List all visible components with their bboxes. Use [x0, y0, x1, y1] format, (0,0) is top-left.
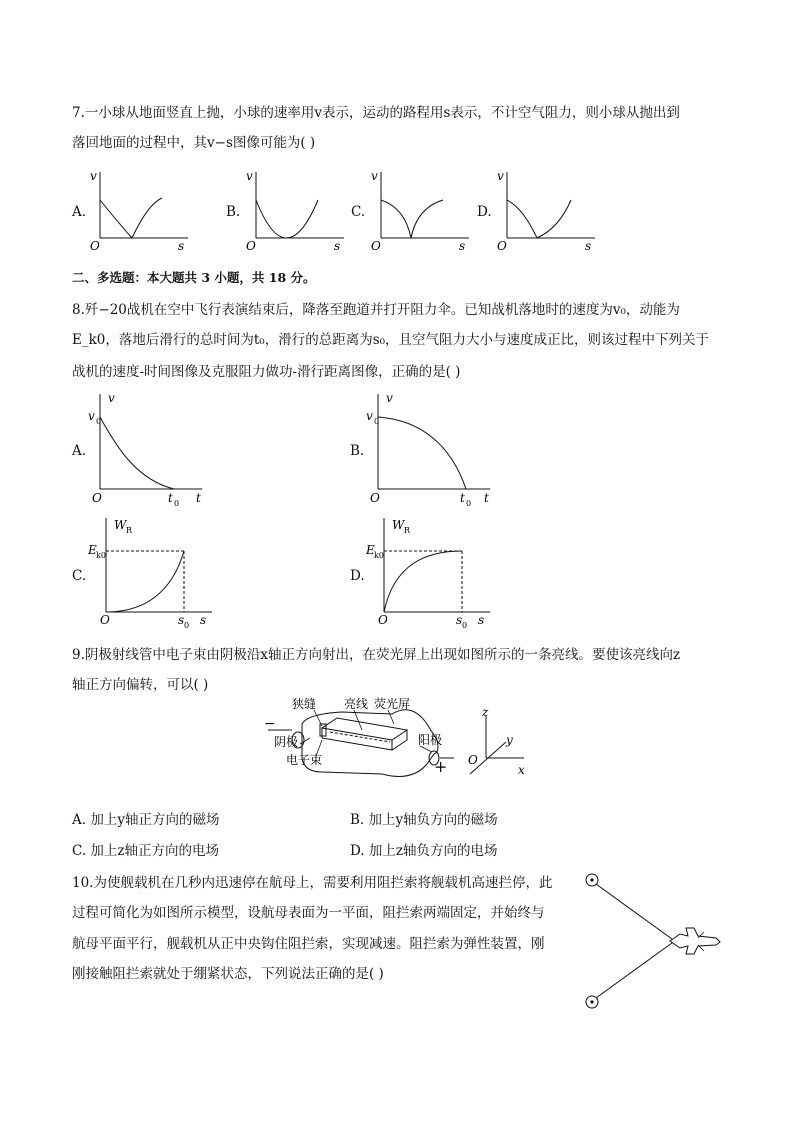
q9-option-b: B. 加上y轴负方向的磁场 — [350, 812, 498, 828]
q7-graph-c — [367, 166, 477, 252]
q7c-origin: O — [371, 239, 381, 252]
q9-minus: − — [264, 716, 276, 732]
q8c-origin: O — [100, 613, 110, 627]
q7c-v-label: v — [371, 169, 378, 183]
svg-text:0: 0 — [462, 621, 468, 630]
svg-text:0: 0 — [96, 417, 102, 426]
q7b-v-label: v — [246, 169, 253, 183]
q9-cathode-label: 阴极 — [274, 735, 299, 749]
jet-icon — [670, 928, 720, 954]
svg-text:t: t — [168, 491, 173, 505]
q7a-origin: O — [90, 239, 100, 252]
svg-text:E: E — [366, 543, 375, 557]
q7d-s-label: s — [585, 239, 592, 252]
q9-option-a: A. 加上y轴正方向的磁场 — [72, 812, 220, 828]
q7d-origin: O — [497, 239, 507, 252]
q8c-w-label: W — [114, 518, 127, 532]
q7a-v-label: v — [90, 169, 97, 183]
q7-option-c: C. — [351, 204, 366, 220]
q7-graph-a — [86, 166, 196, 252]
q9-slit-label: 狭缝 — [292, 697, 317, 711]
q10-arresting-cable-figure — [578, 868, 728, 1014]
q8a-origin: O — [92, 491, 102, 505]
q8d-origin: O — [378, 613, 388, 627]
svg-text:t: t — [460, 491, 465, 505]
svg-text:R: R — [126, 526, 133, 535]
svg-text:s: s — [178, 613, 185, 627]
svg-text:v: v — [88, 409, 95, 423]
q7-option-d: D. — [477, 204, 492, 220]
svg-text:E: E — [88, 543, 97, 557]
q9-axis-x: x — [518, 763, 525, 777]
q8-option-c: C. — [72, 568, 87, 584]
q8-graph-b — [366, 390, 496, 510]
svg-text:k0: k0 — [96, 551, 106, 560]
q9-plus: + — [434, 757, 448, 776]
q10-line1: 10.为使舰载机在几秒内迅速停在航母上，需要利用阻拦索将舰载机高速拦停，此 — [72, 875, 553, 891]
svg-text:0: 0 — [174, 499, 180, 508]
q9-line1: 9.阴极射线管中电子束由阴极沿x轴正方向射出，在荧光屏上出现如图所示的一条亮线。要使该亮线向z — [72, 647, 681, 663]
q8a-v-label: v — [108, 391, 115, 405]
q8-line3: 战机的速度-时间图像及克服阻力做功-滑行距离图像，正确的是( ) — [72, 364, 461, 380]
q10-line4: 刚接触阻拦索就处于绷紧状态，下列说法正确的是( ) — [72, 966, 384, 982]
q8b-t-label: t — [484, 491, 489, 505]
q8-option-a: A. — [72, 443, 87, 459]
q8c-s-label: s — [200, 613, 207, 627]
svg-text:s: s — [456, 613, 463, 627]
q9-option-d: D. 加上z轴负方向的电场 — [350, 843, 498, 859]
section2-heading: 二、多选题：本大题共 3 小题，共 18 分。 — [72, 270, 316, 285]
q7-line1: 7.一小球从地面竖直上抛，小球的速率用v表示，运动的路程用s表示，不计空气阻力，则小球从抛出到 — [72, 105, 680, 121]
q9-axis-z: z — [482, 705, 489, 719]
q7-graph-d — [493, 166, 603, 252]
svg-text:k0: k0 — [374, 551, 384, 560]
q9-axis-y: y — [506, 733, 513, 747]
q8-line1: 8.歼−20战机在空中飞行表演结束后，降落至跑道并打开阻力伞。已知战机落地时的速度为v₀，动能为 — [72, 302, 680, 318]
svg-text:v: v — [366, 409, 373, 423]
q8d-w-label: W — [392, 518, 405, 532]
q8-graph-c — [88, 514, 218, 634]
q8a-t-label: t — [196, 491, 201, 505]
svg-text:0: 0 — [374, 417, 380, 426]
svg-text:0: 0 — [466, 499, 472, 508]
q7-line2: 落回地面的过程中，其v−s图像可能为( ) — [72, 135, 316, 151]
q8-graph-a — [88, 390, 208, 510]
q10-line3: 航母平面平行，舰载机从正中央钩住阻拦索，实现减速。阻拦索为弹性装置，刚 — [72, 936, 545, 952]
q9-brightline-label: 亮线 — [344, 697, 369, 711]
svg-text:0: 0 — [184, 621, 190, 630]
q9-axis-o: O — [468, 753, 478, 767]
q8b-v-label: v — [386, 391, 393, 405]
q9-beam-label: 电子束 — [286, 753, 323, 767]
q8-option-b: B. — [350, 443, 365, 459]
q7b-s-label: s — [334, 239, 341, 252]
q9-anode-label: 阳极 — [418, 733, 443, 747]
q7-option-b: B. — [226, 204, 241, 220]
q9-crt-figure — [262, 694, 532, 786]
q8d-s-label: s — [478, 613, 485, 627]
q9-line2: 轴正方向偏转，可以( ) — [72, 677, 209, 693]
q8-line2: E_k0，落地后滑行的总时间为t₀，滑行的总距离为s₀，且空气阻力大小与速度成正比，则该过程中下列关于 — [72, 332, 710, 348]
q9-option-c: C. 加上z轴正方向的电场 — [72, 843, 220, 859]
q10-line2: 过程可简化为如图所示模型，设航母表面为一平面，阻拦索两端固定，并始终与 — [72, 905, 545, 921]
q8b-origin: O — [370, 491, 380, 505]
q7c-s-label: s — [459, 239, 466, 252]
q8-option-d: D. — [350, 568, 365, 584]
q7-graph-b — [242, 166, 352, 252]
q8-graph-d — [366, 514, 496, 634]
q7-option-a: A. — [72, 204, 87, 220]
q7d-v-label: v — [497, 169, 504, 183]
q9-screen-label: 荧光屏 — [374, 697, 411, 711]
svg-text:R: R — [404, 526, 411, 535]
q7b-origin: O — [246, 239, 256, 252]
q7a-s-label: s — [178, 239, 185, 252]
